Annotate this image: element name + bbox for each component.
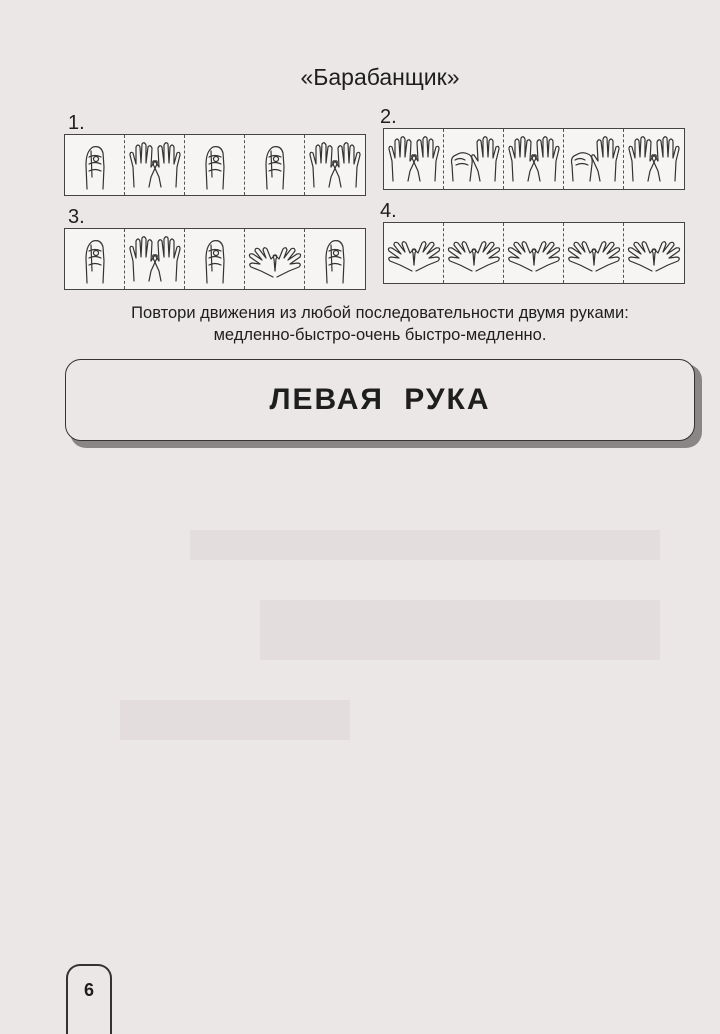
sequence-label: 4. [380, 200, 397, 222]
hand-position-cell [185, 135, 245, 195]
hand-position-cell [305, 135, 365, 195]
hand-position-cell [65, 135, 125, 195]
hand-position-cell [624, 223, 684, 283]
hand-position-cell [504, 223, 564, 283]
sequence-strip [383, 128, 685, 190]
sequence-strip [64, 134, 366, 196]
hand-position-cell [444, 223, 504, 283]
hand-position-cell [624, 129, 684, 189]
hand-position-cell [245, 229, 305, 289]
hand-position-cell [504, 129, 564, 189]
hand-palm-down-icon [626, 131, 682, 187]
section-header-box [65, 359, 695, 441]
bleed-through-shape [120, 700, 350, 740]
hand-fist-on-edge-icon [67, 231, 123, 287]
hand-palms-spread-icon [247, 231, 303, 287]
hand-palm-down-icon [127, 137, 183, 193]
hand-fist-on-edge-icon [187, 137, 243, 193]
hand-fist-palm-mixed-icon [566, 131, 622, 187]
instruction-line: Повтори движения из любой последовательности двумя руками: [131, 304, 629, 322]
hand-position-cell [384, 129, 444, 189]
hand-palm-down-icon [307, 137, 363, 193]
sequence-label: 1. [68, 112, 85, 134]
hand-fist-on-edge-icon [307, 231, 363, 287]
hand-position-cell [444, 129, 504, 189]
hand-fist-palm-mixed-icon [446, 131, 502, 187]
hand-position-cell [305, 229, 365, 289]
hand-position-cell [185, 229, 245, 289]
hand-palm-down-icon [506, 131, 562, 187]
hand-palm-down-icon [127, 231, 183, 287]
sequence-label: 3. [68, 206, 85, 228]
hand-fist-on-edge-icon [67, 137, 123, 193]
sequence-strip [64, 228, 366, 290]
bleed-through-shape [260, 600, 660, 660]
hand-position-cell [564, 223, 624, 283]
section-title: ЛЕВАЯ РУКА [269, 383, 491, 416]
hand-position-cell [125, 229, 185, 289]
sequence-strip [383, 222, 685, 284]
hand-fist-on-edge-icon [187, 231, 243, 287]
sequence-label: 2. [380, 106, 397, 128]
hand-palm-down-icon [386, 131, 442, 187]
bleed-through-shape [190, 530, 660, 560]
hand-palms-spread-icon [446, 225, 502, 281]
hand-palms-spread-icon [506, 225, 562, 281]
instruction-text [0, 302, 720, 346]
instruction-line: медленно-быстро-очень быстро-медленно. [213, 326, 547, 344]
exercise-title: «Барабанщик» [300, 64, 460, 90]
hand-fist-on-edge-icon [247, 137, 303, 193]
hand-position-cell [125, 135, 185, 195]
hand-position-cell [245, 135, 305, 195]
hand-palms-spread-icon [566, 225, 622, 281]
hand-position-cell [65, 229, 125, 289]
hand-position-cell [384, 223, 444, 283]
hand-palms-spread-icon [626, 225, 682, 281]
page-number: 6 [83, 980, 94, 1000]
hand-position-cell [564, 129, 624, 189]
hand-palms-spread-icon [386, 225, 442, 281]
